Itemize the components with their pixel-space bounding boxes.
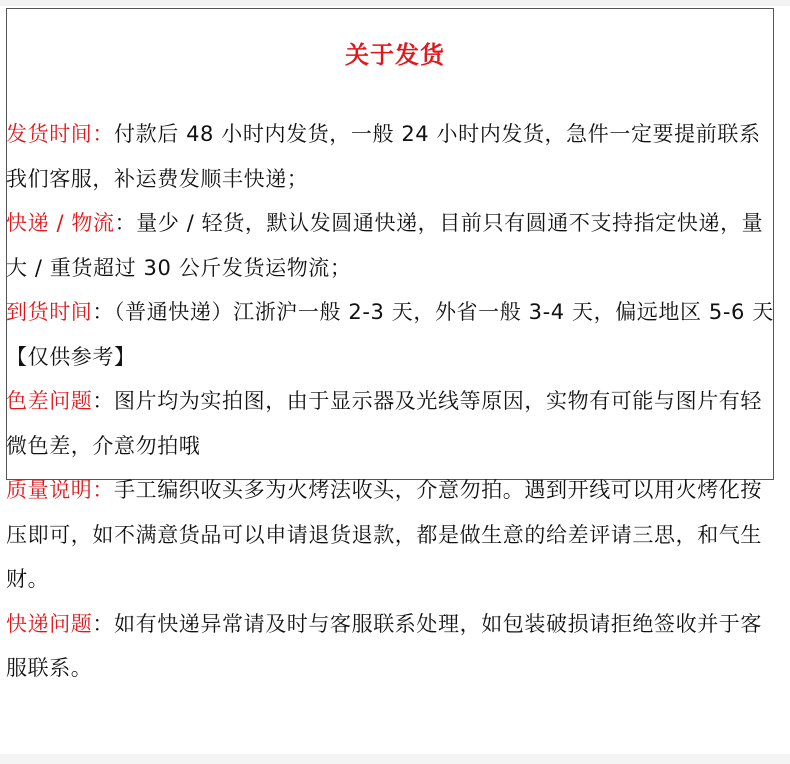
section-text: ：图片均为实拍图，由于显示器及光线等原因，实物有可能与图片有轻微色差，介意勿拍哦 [6, 389, 763, 458]
section-text: ：（普通快递）江浙沪一般 2-3 天，外省一般 3-4 天，偏远地区 5-6 天【仅供参考】 [6, 300, 774, 369]
page-title: 关于发货 [345, 41, 445, 70]
section-color-difference [6, 379, 778, 468]
section-label: 质量说明： [6, 478, 114, 502]
section-text: 手工编织收头多为火烤法收头，介意勿拍。遇到开线可以用火烤化按压即可，如不满意货品可以申请退货退款，都是做生意的给差评请三思，和气生财。 [6, 478, 762, 591]
section-label: 快递问题 [6, 611, 93, 636]
section-shipping-time [6, 112, 778, 201]
section-label: 色差问题 [6, 389, 93, 413]
section-text: ：如有快递异常请及时与客服联系处理，如包装破损请拒绝签收并于客服联系。 [6, 611, 763, 680]
section-text: 付款后 48 小时内发货，一般 24 小时内发货，急件一定要提前联系我们客服，补运费发顺丰快递； [6, 122, 761, 191]
section-label: 快递 / 物流 [6, 211, 115, 235]
section-delivery-issues [6, 602, 778, 691]
shipping-info [6, 112, 778, 691]
bottom-divider [0, 754, 790, 764]
section-label: 到货时间 [6, 300, 93, 324]
section-courier [6, 201, 778, 290]
section-quality [6, 468, 778, 602]
top-divider [0, 0, 790, 6]
section-label: 发货时间： [6, 122, 114, 146]
section-text: ：量少 / 轻货，默认发圆通快递，目前只有圆通不支持指定快递，量大 / 重货超过 30 公斤发货运物流； [6, 211, 764, 280]
section-arrival-time [6, 290, 778, 379]
